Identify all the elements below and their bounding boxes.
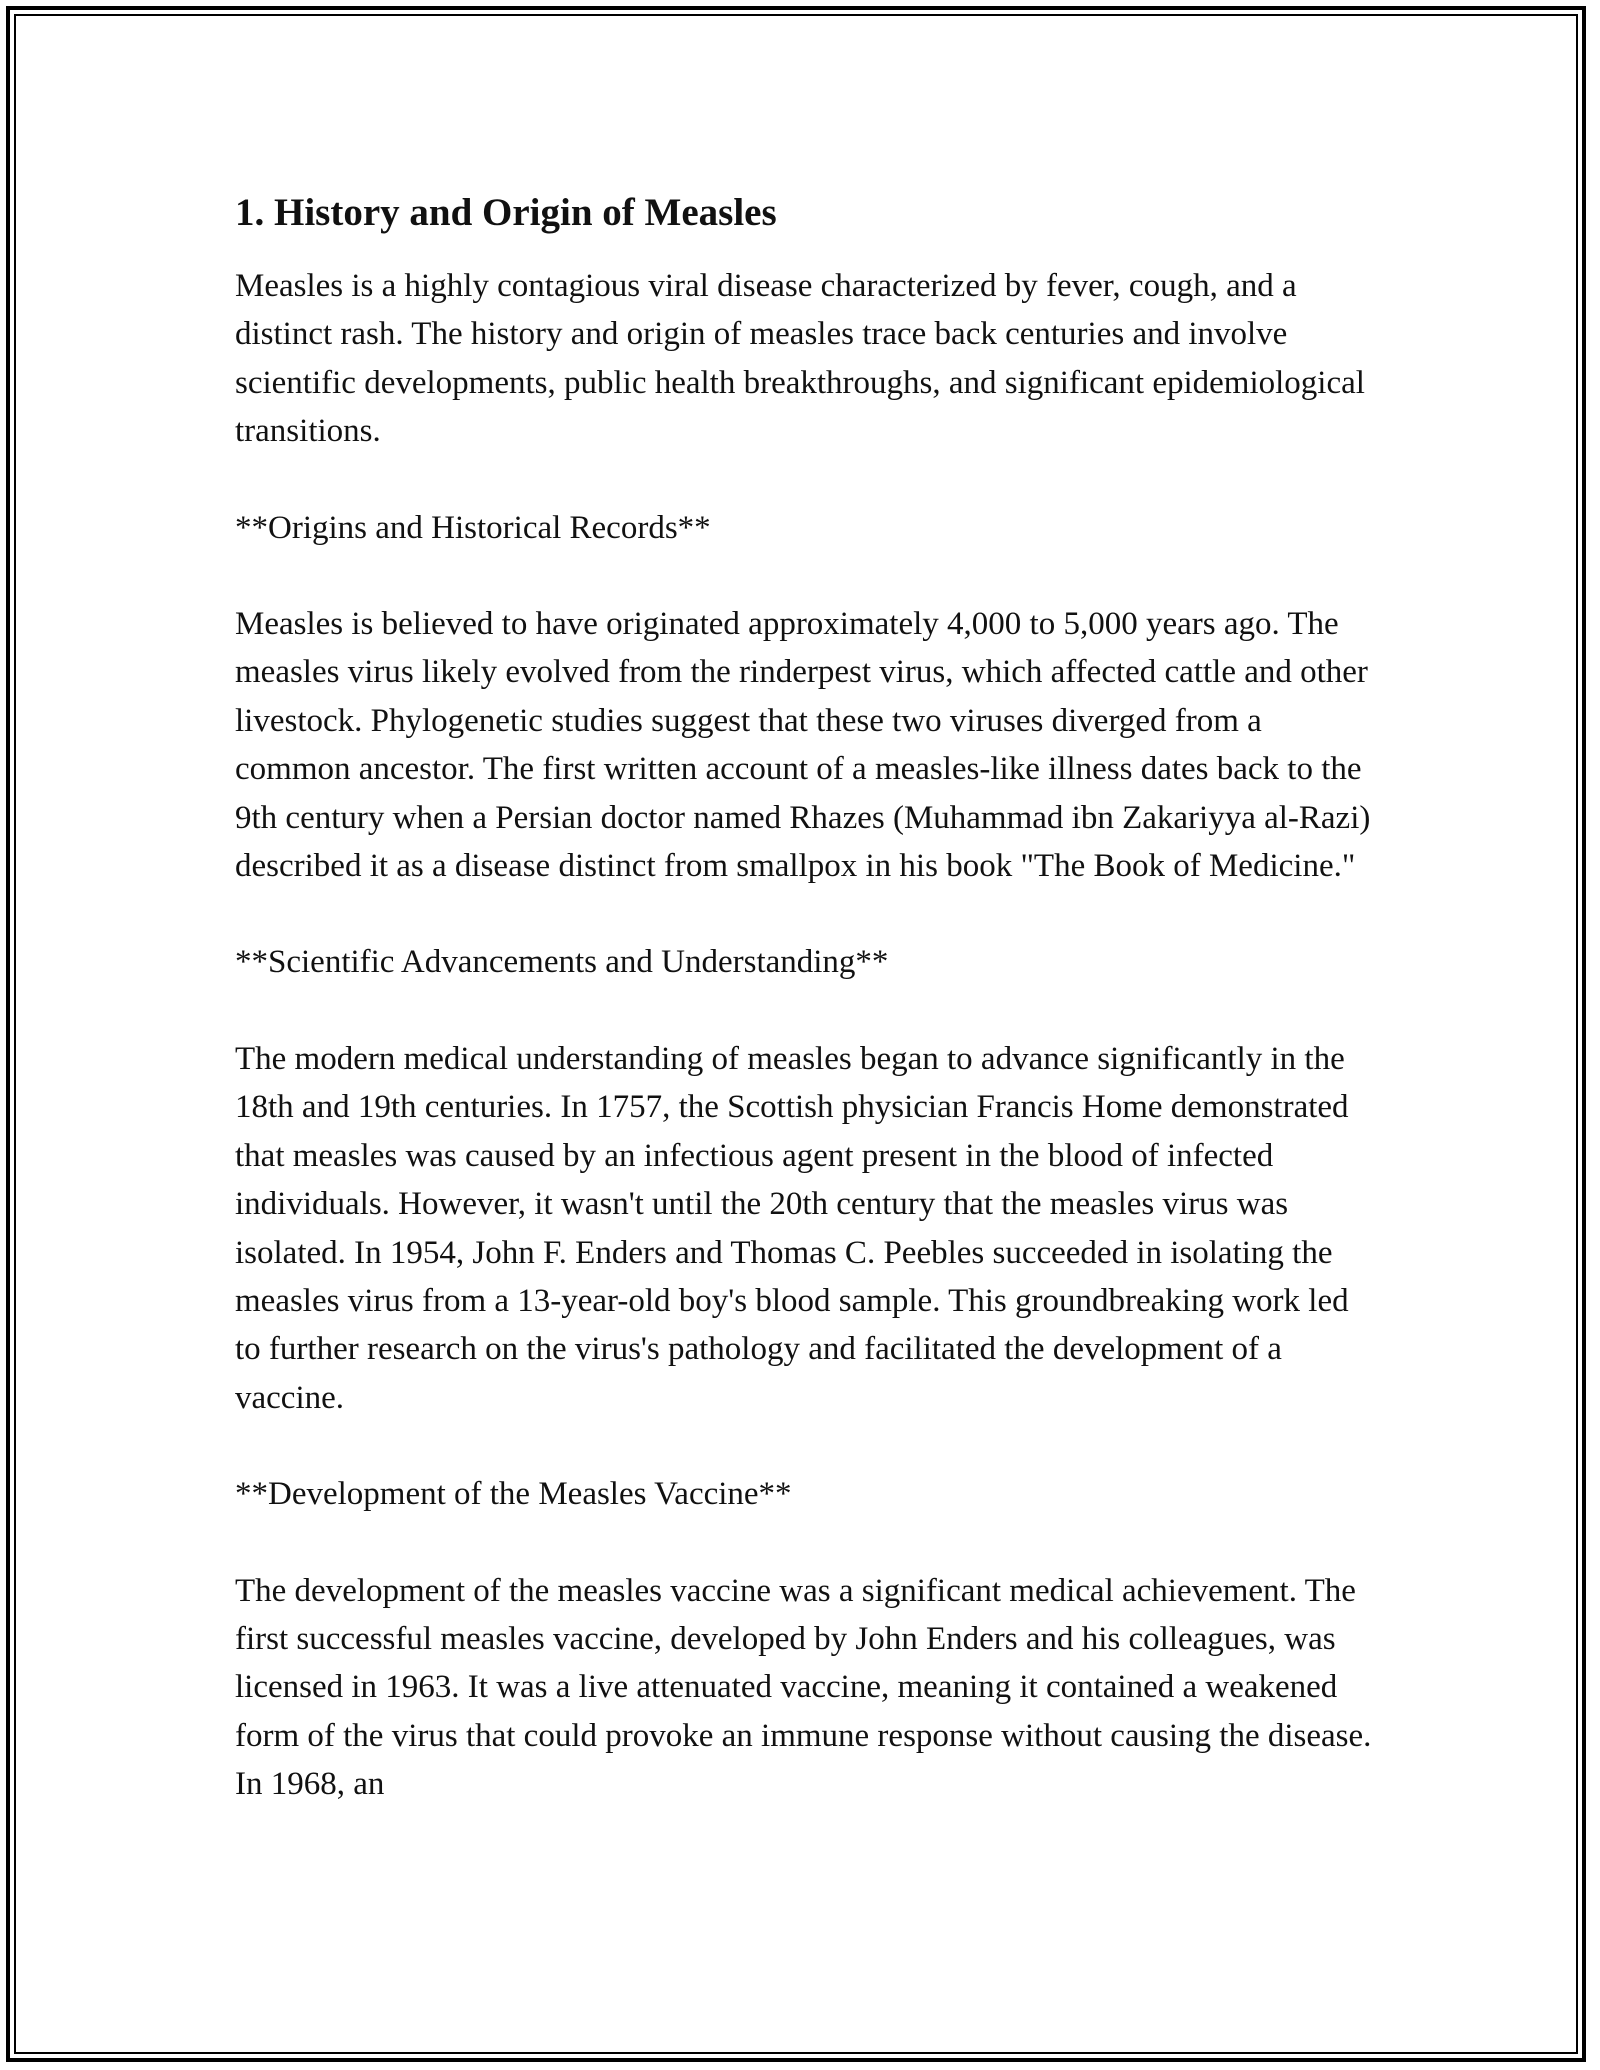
document-page: [235, 186, 1375, 1809]
intro-paragraph: Measles is a highly contagious viral disease characterized by fever, cough, and a distinct rash. The history and origin of measles trace back centuries and involve scientific developments, public health breakthroughs, and significant epidemiological transitions.: [235, 268, 1365, 450]
section-heading-vaccine: **Development of the Measles Vaccine**: [235, 1476, 792, 1513]
origins-paragraph: Measles is believed to have originated approximately 4,000 to 5,000 years ago. The measles virus likely evolved from the rinderpest virus, which affected cattle and other livestock. Phylogenetic studies suggest that these two viruses diverged from a common ancestor. The first written account of a measles-like illness dates back to the 9th century when a Persian doctor named Rhazes (Muhammad ibn Zakariyya al-Razi) described it as a disease distinct from smallpox in his book "The Book of Medicine.": [235, 606, 1371, 885]
section-heading-origins: **Origins and Historical Records**: [235, 509, 711, 546]
vaccine-paragraph: The development of the measles vaccine was a significant medical achievement. The first successful measles vaccine, developed by John Enders and his colleagues, was licensed in 1963. It was a live attenuated vaccine, meaning it contained a weakened form of the virus that could provoke an immune response without causing the disease. In 1968, an: [235, 1572, 1372, 1803]
section-heading-scientific: **Scientific Advancements and Understanding**: [235, 944, 889, 981]
scientific-paragraph: The modern medical understanding of measles began to advance significantly in the 18th and 19th centuries. In 1757, the Scottish physician Francis Home demonstrated that measles was caused by an infectious agent present in the blood of infected individuals. However, it wasn't until the 20th century that the measles virus was isolated. In 1954, John F. Enders and Thomas C. Peebles succeeded in isolating the measles virus from a 13-year-old boy's blood sample. This groundbreaking work led to further research on the virus's pathology and facilitated the development of a vaccine.: [235, 1040, 1349, 1416]
page-title: 1. History and Origin of Measles: [235, 191, 777, 234]
